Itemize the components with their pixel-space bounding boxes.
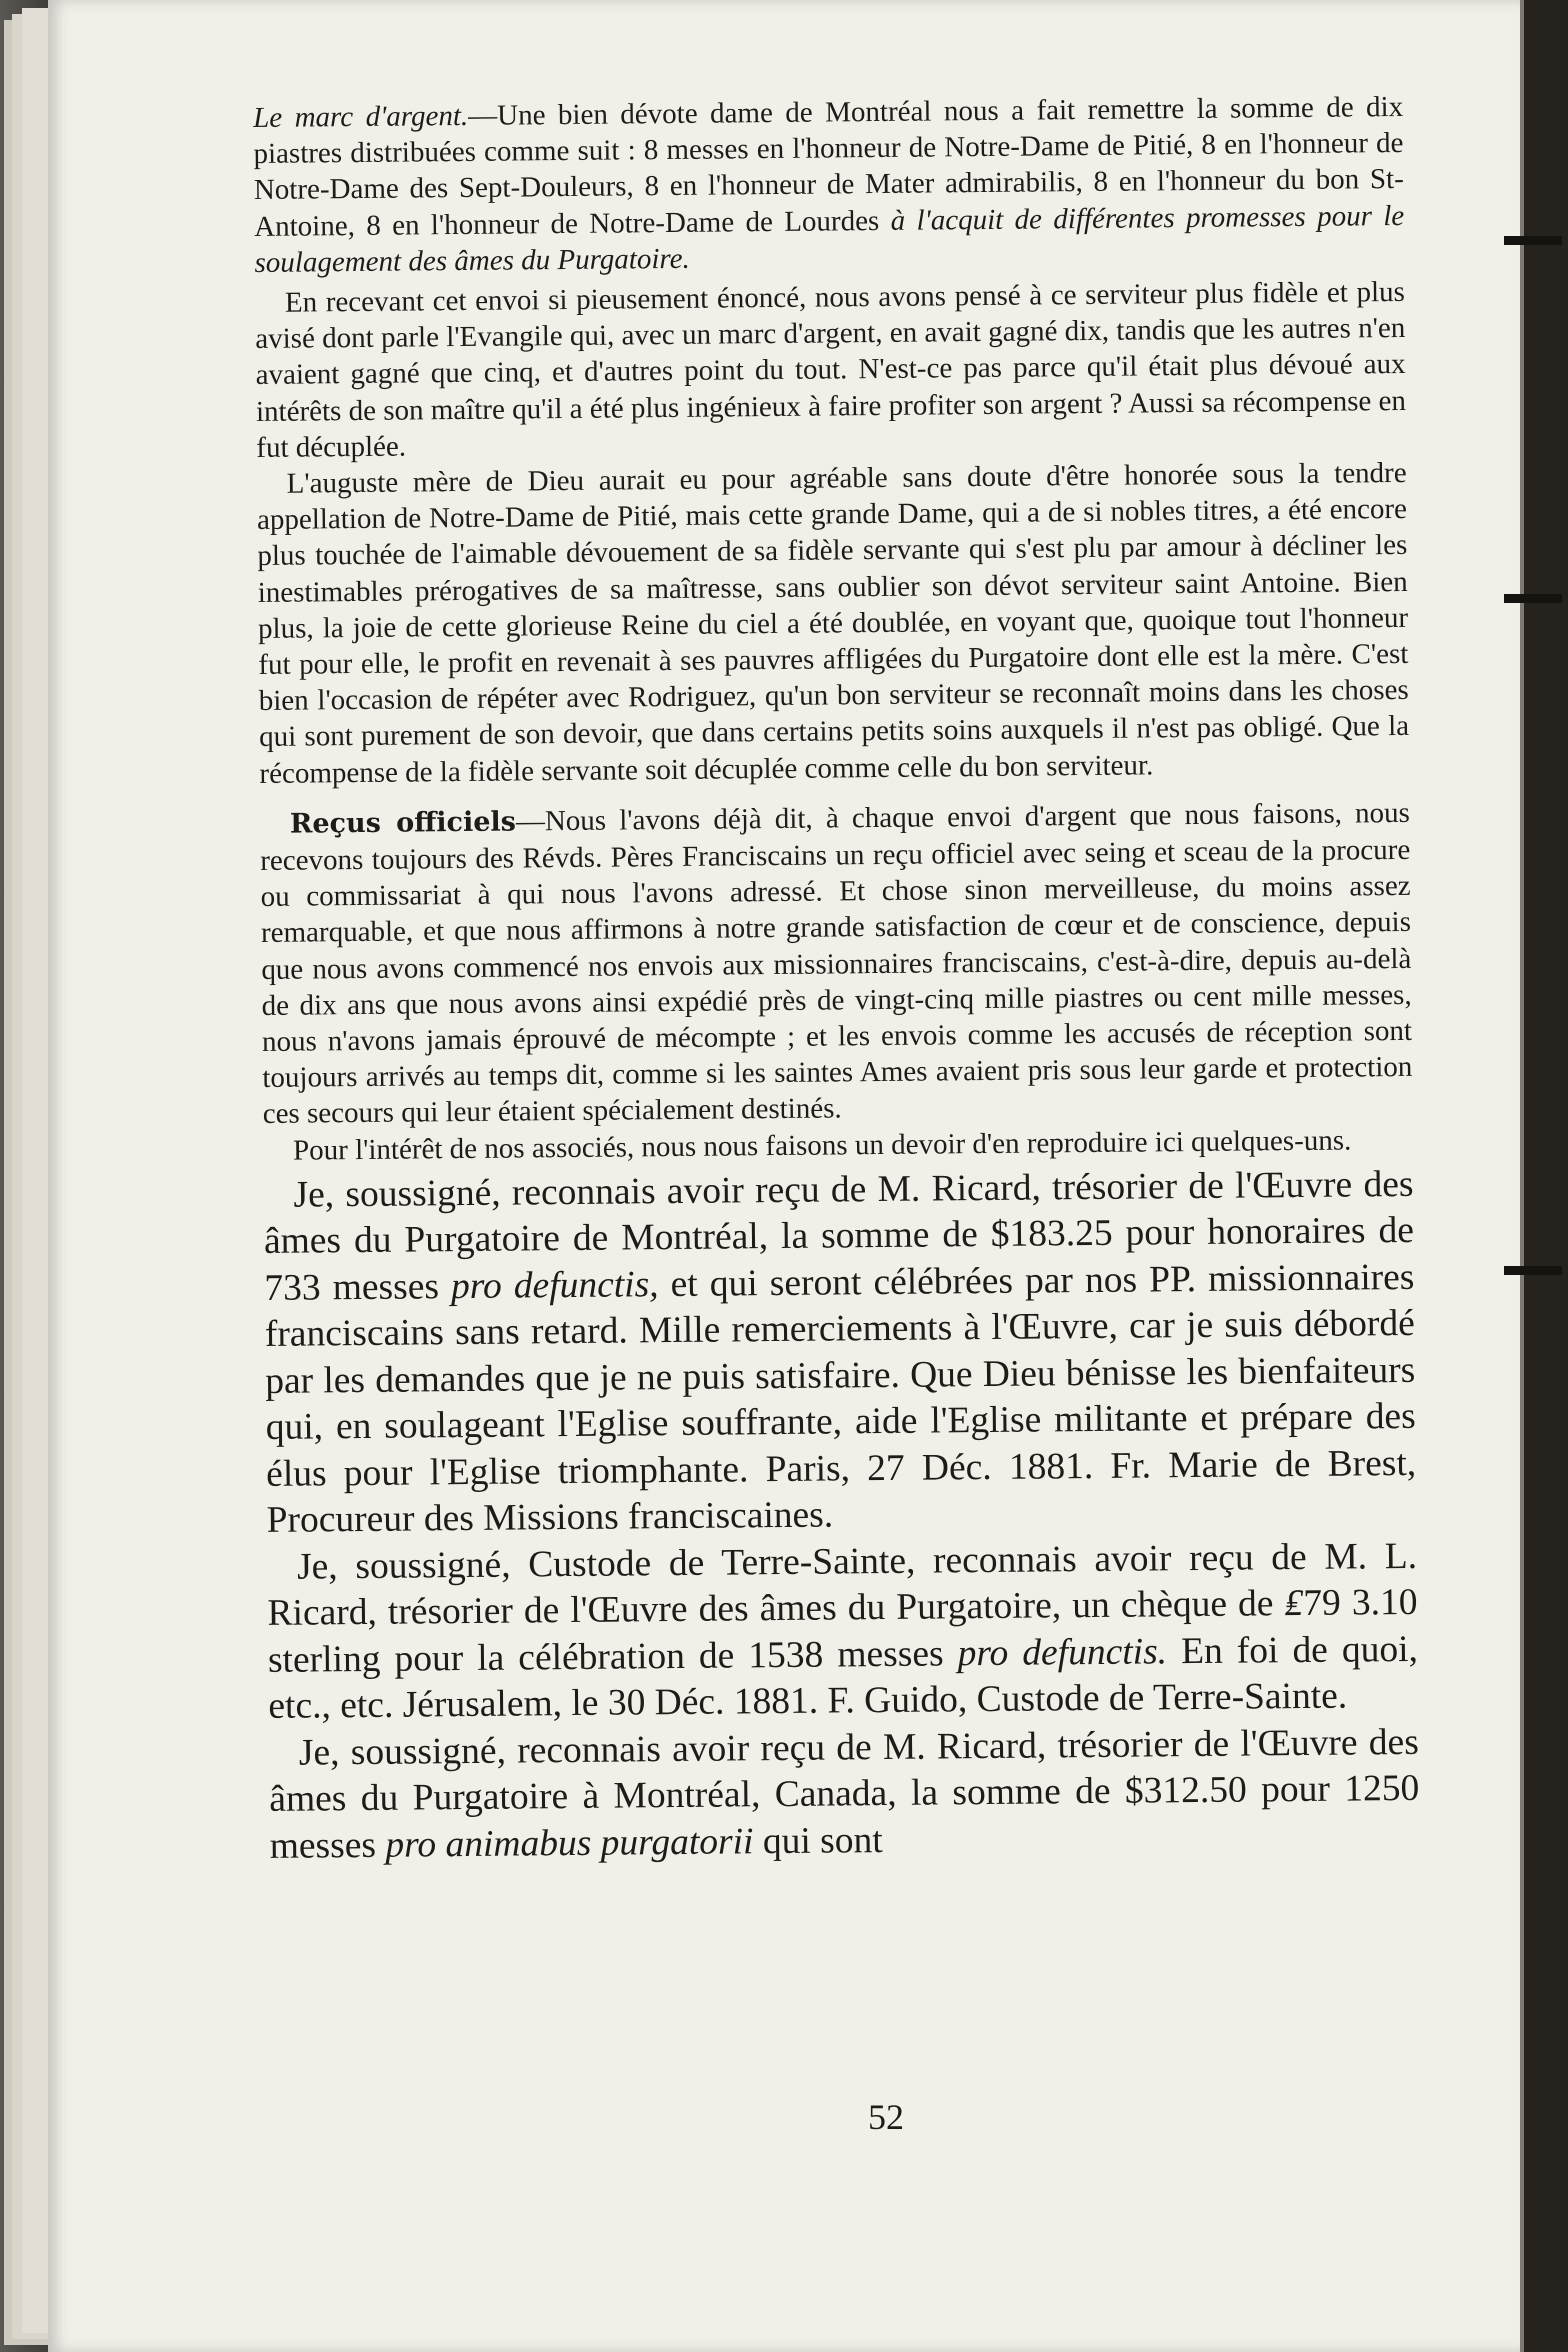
receipt-paris: Je, soussigné, reconnais avoir reçu de M. Ricard, trésorier de l'Œuvre des âmes du Purgatoire de Montréal, la somme de $183.25 pour honoraires de 733 messes pro defunctis, et qui seront célébrées par nos PP. missionnaires franciscains sans retard. Mille remerciements à l'Œuvre, car je suis débordé par les demandes que je ne puis satisfaire. Que Dieu bénisse les bienfaiteurs qui, en soulageant l'Eglise souffrante, aide l'Eglise militante et prépare des élus pour l'Eglise triomphante. Paris, 27 Déc. 1881. Fr. Marie de Brest, Procureur des Missions franciscaines. xyxy=(263,1163,1417,1542)
paragraph-text: —Une bien dévote dame de Montréal nous a fait remettre la somme de dix piastres distribuées comme suit : 8 messes en l'honneur de Notre-Dame de Pitié, 8 en l'honneur de Notre-Dame des Sept-Douleurs, 8 en l'honneur de Mater admirabilis, 8 en l'honneur du bon St-Antoine, 8 en l'honneur de Notre-Dame de Lourdes xyxy=(253,90,1404,243)
paragraph-envoi: En recevant cet envoi si pieusement énoncé, nous avons pensé à ce serviteur plus fidèle et plus avisé dont parle l'Evangile qui, avec un marc d'argent, en avait gagné dix, tandis que les autres n'en avaient gagné que cinq, et d'autres point du tout. N'est-ce pas parce qu'il était plus dévoué aux intérêts de son maître qu'il a été plus ingénieux à faire profiter son argent ? Aussi sa récompense en fut décuplée. xyxy=(255,275,1407,464)
paragraph-recus xyxy=(260,795,1413,1133)
section-title: Le marc d'argent. xyxy=(253,99,469,134)
receipt-jerusalem: Je, soussigné, Custode de Terre-Sainte, reconnais avoir reçu de M. L. Ricard, trésorier de l'Œuvre des âmes du Purgatoire, un chèque de ₤79 3.10 sterling pour la célébration de 1538 messes pro defunctis. En foi de quoi, etc., etc. Jérusalem, le 30 Déc. 1881. F. Guido, Custode de Terre-Sainte. xyxy=(267,1535,1419,1728)
receipts-large-text xyxy=(263,1162,1420,1871)
margin-mark xyxy=(1504,594,1562,603)
receipt-montreal: Je, soussigné, reconnais avoir reçu de M. Ricard, trésorier de l'Œuvre des âmes du Purgatoire à Montréal, Canada, la somme de $312.50 pour 1250 messes pro animabus purgatorii qui sont xyxy=(269,1721,1420,1867)
body-small-text xyxy=(253,89,1413,1169)
paragraph-italic: à l'acquit de différentes promesses pour le soulagement des âmes du Purgatoire. xyxy=(254,199,1405,279)
page-text xyxy=(253,89,1420,1870)
book-spine xyxy=(1524,0,1568,2352)
margin-mark xyxy=(1504,1266,1562,1275)
margin-mark xyxy=(1504,236,1562,245)
book-page xyxy=(48,0,1524,2352)
paragraph-auguste: L'auguste mère de Dieu aurait eu pour agréable sans doute d'être honorée sous la tendre appellation de Notre-Dame de Pitié, mais cette grande Dame, qui a de si nobles titres, a été encore plus touchée de l'aimable dévouement de sa fidèle servante qui s'est plu par amour à décliner les inestimables prérogatives de sa maîtresse, sans oublier son dévot serviteur saint Antoine. Bien plus, la joie de cette glorieuse Reine du ciel a été doublée, en voyant que, quoique tout l'honneur fut pour elle, le profit en revenait à ses pauvres affligées du Purgatoire dont elle est la mère. C'est bien l'occasion de répéter avec Rodriguez, qu'un bon serviteur se reconnaît moins dans les choses qui sont purement de son devoir, que dans certains petits soins auxquels il n'est pas obligé. Que la récompense de la fidèle servante soit décuplée comme celle du bon serviteur. xyxy=(256,456,1410,790)
paragraph-text: —Nous l'avons déjà dit, à chaque envoi d'argent que nous faisons, nous recevons toujours des Révds. Pères Franciscains un reçu officiel avec seing et sceau de la procure ou commissariat à qui nous l'avons adressé. Et chose sinon merveilleuse, du moins assez remarquable, et que nous affirmons à notre grande satisfaction de cœur et de conscience, depuis que nous avons commencé nos envois aux missionnaires franciscains, c'est-à-dire, depuis au-delà de dix ans que nous avons ainsi expédié près de vingt-cinq mille piastres ou cent mille messes, nous n'avons jamais éprouvé de mécompte ; et les envois comme les accusés de réception sont toujours arrivés au temps dit, comme si les saintes Ames avaient pris sous leur garde et protection ces secours qui leur étaient spécialement destinés. xyxy=(260,796,1413,1131)
page-number: 52 xyxy=(868,2097,904,2137)
section-title: Reçus officiels xyxy=(289,806,517,840)
paragraph-interet: Pour l'intérêt de nos associés, nous nous faisons un devoir d'en reproduire ici quelques-uns. xyxy=(292,1124,1352,1167)
paragraph-marc-argent xyxy=(253,89,1405,281)
